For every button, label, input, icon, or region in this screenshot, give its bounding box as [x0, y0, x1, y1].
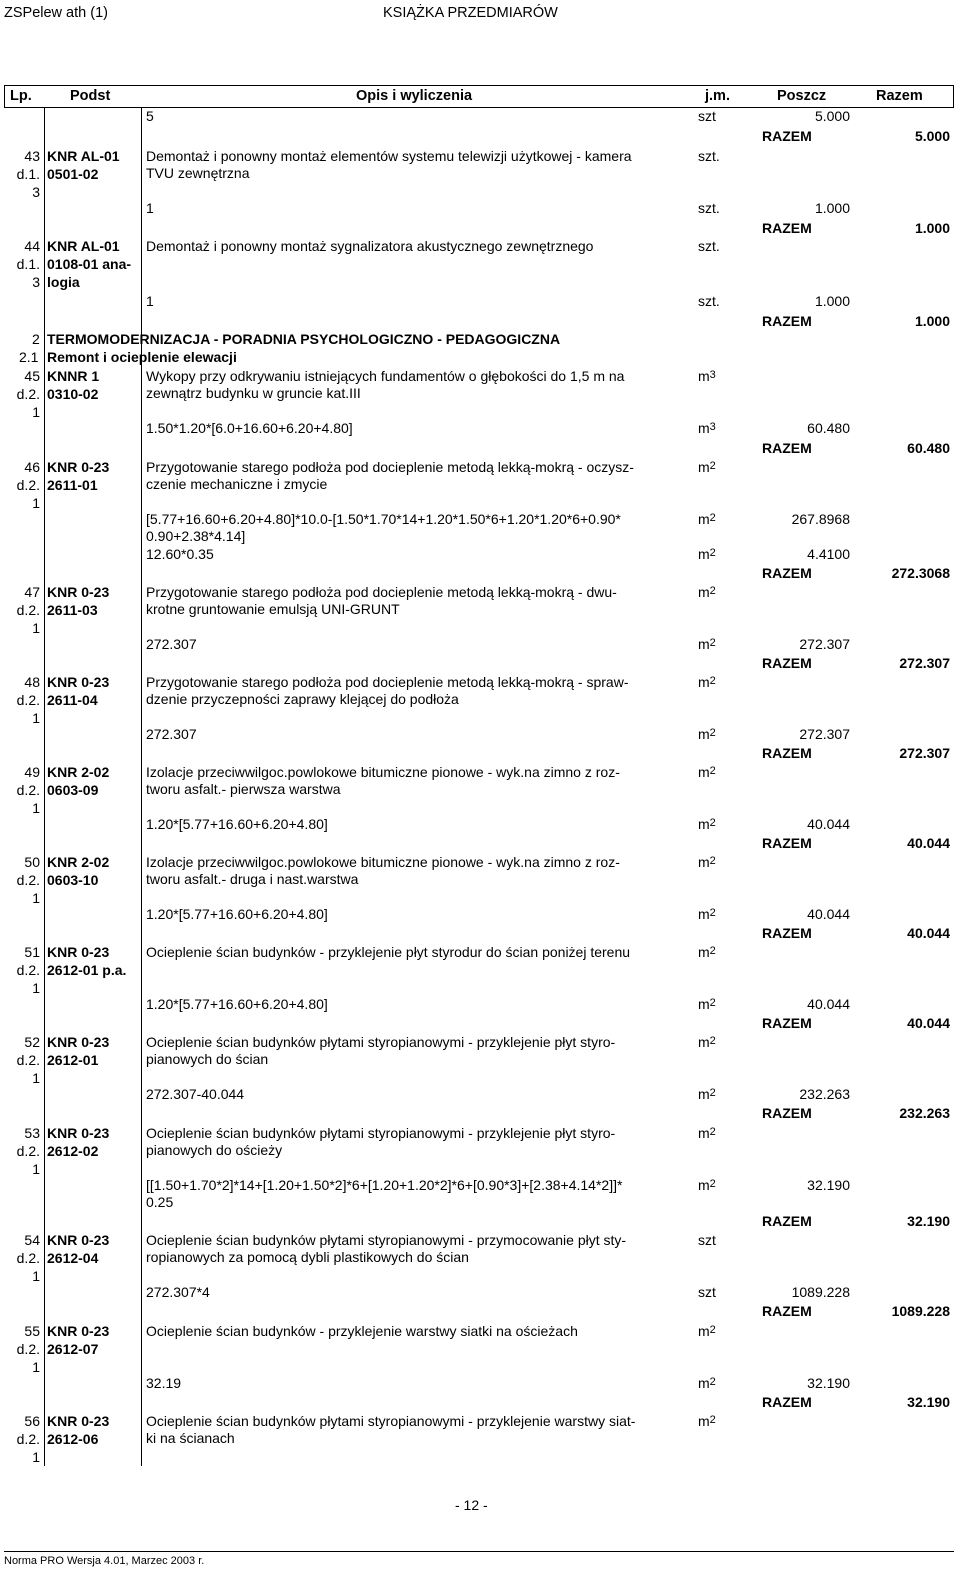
entry-quantity: 1.000	[814, 200, 850, 216]
entry-quantity: 272.307	[799, 726, 850, 742]
entry-podst: 0603-10	[47, 872, 99, 888]
entry-unit: $m^2$	[698, 1086, 716, 1102]
entry-razem-label: RAZEM	[762, 1015, 812, 1031]
entry-lp: 3	[32, 184, 40, 200]
unit-exponent: 2	[709, 727, 716, 739]
entry-unit: $m^2$	[698, 1034, 716, 1050]
entry-lp: 53	[24, 1125, 40, 1141]
entry-description: Ocieplenie ścian budynków płytami styropianowymi - przyklejenie warstwy siat-	[146, 1413, 636, 1429]
entry-unit: $m^2$	[698, 854, 716, 870]
entry-unit: szt	[698, 1232, 716, 1248]
entry-podst: 2612-06	[47, 1431, 99, 1447]
entry-podst: KNR 0-23	[47, 1413, 110, 1429]
col-header-opis: Opis i wyliczenia	[356, 88, 473, 104]
subsection-title: Remont i ocieplenie elewacji	[47, 349, 237, 365]
entry-unit: $m^2$	[698, 459, 716, 475]
entry-podst: KNR 2-02	[47, 854, 110, 870]
entry-description: czenie mechaniczne i zmycie	[146, 476, 328, 492]
unit-exponent: 3	[709, 421, 716, 433]
entry-lp: d.1.	[16, 166, 40, 182]
entry-podst: KNR 2-02	[47, 764, 110, 780]
column-divider-lp	[44, 108, 45, 1466]
entry-description: Ocieplenie ścian budynków płytami styropianowymi - przyklejenie płyt styro-	[146, 1034, 616, 1050]
entry-description: Izolacje przeciwwilgoc.powlokowe bitumiczne pionowe - wyk.na zimno z roz-	[146, 854, 620, 870]
entry-unit: $m^2$	[698, 726, 716, 742]
entry-razem-label: RAZEM	[762, 835, 812, 851]
unit-exponent: 2	[709, 1324, 716, 1336]
entry-description: 272.307*4	[146, 1284, 210, 1300]
table-right-border	[953, 85, 954, 108]
entry-quantity: 60.480	[807, 420, 850, 436]
entry-description: Demontaż i ponowny montaż sygnalizatora akustycznego zewnętrznego	[146, 238, 594, 254]
entry-unit: $m^2$	[698, 584, 716, 600]
entry-lp: 1	[32, 495, 40, 511]
entry-quantity: 1089.228	[791, 1284, 850, 1300]
entry-quantity: 272.307	[799, 636, 850, 652]
entry-lp: 56	[24, 1413, 40, 1429]
unit-exponent: 2	[709, 1414, 716, 1426]
entry-quantity: 232.263	[799, 1086, 850, 1102]
entry-lp: d.2.	[16, 872, 40, 888]
entry-description: 32.19	[146, 1375, 182, 1391]
entry-description: 1	[146, 200, 154, 216]
entry-description: Przygotowanie starego podłoża pod docieplenie metodą lekką-mokrą - spraw-	[146, 674, 629, 690]
entry-razem-value: 1.000	[914, 313, 950, 329]
entry-lp: 1	[32, 620, 40, 636]
entry-lp: d.2.	[16, 1250, 40, 1266]
entry-lp: 49	[24, 764, 40, 780]
col-header-poszcz: Poszcz	[777, 88, 827, 104]
entry-unit: $m^2$	[698, 1323, 716, 1339]
entry-unit: $m^3$	[698, 420, 716, 436]
entry-unit: $m^3$	[698, 368, 716, 384]
col-header-razem: Razem	[876, 88, 923, 104]
entry-unit: $m^2$	[698, 674, 716, 690]
entry-description: tworu asfalt.- druga i nast.warstwa	[146, 871, 359, 887]
entry-podst: 2612-07	[47, 1341, 99, 1357]
entry-lp: 45	[24, 368, 40, 384]
entry-razem-label: RAZEM	[762, 925, 812, 941]
entry-razem-value: 272.307	[899, 655, 950, 671]
entry-razem-label: RAZEM	[762, 1394, 812, 1410]
entry-description: tworu asfalt.- pierwsza warstwa	[146, 781, 341, 797]
entry-lp: 52	[24, 1034, 40, 1050]
entry-unit: $m^2$	[698, 764, 716, 780]
entry-description: Przygotowanie starego podłoża pod docieplenie metodą lekką-mokrą - dwu-	[146, 584, 617, 600]
entry-description: ropianowych za pomocą dybli plastikowych do ścian	[146, 1249, 469, 1265]
entry-description: [[1.50+1.70*2]*14+[1.20+1.50*2]*6+[1.20+1.20*2]*6+[0.90*3]+[2.38+4.14*2]]*	[146, 1177, 623, 1193]
entry-lp: d.2.	[16, 692, 40, 708]
entry-lp: 46	[24, 459, 40, 475]
entry-unit: szt.	[698, 238, 720, 254]
entry-razem-value: 5.000	[914, 128, 950, 144]
entry-unit: $m^2$	[698, 944, 716, 960]
entry-podst: 2612-04	[47, 1250, 99, 1266]
entry-unit: szt.	[698, 200, 720, 216]
entry-lp: 3	[32, 274, 40, 290]
unit-exponent: 2	[709, 855, 716, 867]
document-name: ZSPelew ath (1)	[4, 5, 108, 21]
entry-lp: d.2.	[16, 477, 40, 493]
entry-unit: szt	[698, 1284, 716, 1300]
entry-lp: d.2.	[16, 1052, 40, 1068]
entry-razem-label: RAZEM	[762, 1303, 812, 1319]
entry-description: Ocieplenie ścian budynków - przyklejenie płyt styrodur do ścian poniżej terenu	[146, 944, 631, 960]
entry-lp: d.1.	[16, 256, 40, 272]
entry-lp: 1	[32, 1449, 40, 1465]
entry-lp: d.2.	[16, 602, 40, 618]
entry-lp: 1	[32, 1161, 40, 1177]
section-number: 2	[32, 331, 40, 347]
entry-razem-label: RAZEM	[762, 1213, 812, 1229]
entry-razem-value: 1.000	[914, 220, 950, 236]
entry-description: Ocieplenie ścian budynków - przyklejenie warstwy siatki na ościeżach	[146, 1323, 578, 1339]
entry-lp: 1	[32, 1359, 40, 1375]
unit-exponent: 2	[709, 512, 716, 524]
unit-exponent: 2	[709, 817, 716, 829]
entry-unit: $m^2$	[698, 1125, 716, 1141]
entry-description: 0.90+2.38*4.14]	[146, 528, 246, 544]
unit-exponent: 2	[709, 945, 716, 957]
entry-unit: $m^2$	[698, 1413, 716, 1429]
entry-podst: KNR 0-23	[47, 584, 110, 600]
entry-podst: 2612-02	[47, 1143, 99, 1159]
unit-exponent: 2	[709, 547, 716, 559]
entry-unit: $m^2$	[698, 636, 716, 652]
entry-podst: 2612-01	[47, 1052, 99, 1068]
subsection-number: 2.1	[19, 349, 39, 365]
entry-lp: d.2.	[16, 1341, 40, 1357]
entry-unit: szt.	[698, 293, 720, 309]
entry-description: pianowych do ścian	[146, 1051, 269, 1067]
entry-lp: d.2.	[16, 962, 40, 978]
entry-description: 12.60*0.35	[146, 546, 214, 562]
unit-exponent: 2	[709, 1126, 716, 1138]
entry-razem-label: RAZEM	[762, 440, 812, 456]
entry-podst: KNR 0-23	[47, 1323, 110, 1339]
section-title: TERMOMODERNIZACJA - PORADNIA PSYCHOLOGICZNO - PEDAGOGICZNA	[47, 331, 561, 347]
entry-lp: d.2.	[16, 1431, 40, 1447]
entry-unit: $m^2$	[698, 1375, 716, 1391]
entry-podst: 2612-01 p.a.	[47, 962, 127, 978]
unit-exponent: 2	[709, 1376, 716, 1388]
entry-description: dzenie przyczepności zaprawy klejącej do podłoża	[146, 691, 459, 707]
entry-razem-value: 232.263	[899, 1105, 950, 1121]
entry-lp: 1	[32, 404, 40, 420]
entry-description: Demontaż i ponowny montaż elementów systemu telewizji użytkowej - kamera	[146, 148, 632, 164]
software-footer: Norma PRO Wersja 4.01, Marzec 2003 r.	[4, 1555, 205, 1567]
entry-podst: KNR 0-23	[47, 674, 110, 690]
entry-razem-label: RAZEM	[762, 128, 812, 144]
entry-podst: KNR AL-01	[47, 238, 120, 254]
entry-description: krotne gruntowanie emulsją UNI-GRUNT	[146, 601, 400, 617]
entry-razem-value: 32.190	[907, 1213, 950, 1229]
entry-razem-label: RAZEM	[762, 655, 812, 671]
entry-description: Ocieplenie ścian budynków płytami styropianowymi - przyklejenie płyt styro-	[146, 1125, 616, 1141]
entry-description: Wykopy przy odkrywaniu istniejących fundamentów o głębokości do 1,5 m na	[146, 368, 625, 384]
entry-podst: logia	[47, 274, 80, 290]
document-title: KSIĄŻKA PRZEDMIARÓW	[383, 5, 558, 21]
entry-lp: 54	[24, 1232, 40, 1248]
entry-razem-value: 40.044	[907, 835, 950, 851]
entry-description: 5	[146, 108, 154, 124]
entry-podst: KNNR 1	[47, 368, 100, 384]
entry-razem-value: 1089.228	[891, 1303, 950, 1319]
entry-unit: $m^2$	[698, 996, 716, 1012]
entry-description: zewnątrz budynku w gruncie kat.III	[146, 385, 361, 401]
unit-exponent: 2	[709, 997, 716, 1009]
entry-lp: 1	[32, 980, 40, 996]
footer-rule	[4, 1551, 954, 1552]
entry-description: Izolacje przeciwwilgoc.powlokowe bitumiczne pionowe - wyk.na zimno z roz-	[146, 764, 620, 780]
unit-exponent: 2	[709, 585, 716, 597]
entry-quantity: 4.4100	[807, 546, 850, 562]
entry-description: pianowych do ościeży	[146, 1142, 283, 1158]
entry-unit: szt	[698, 108, 716, 124]
entry-description: 1.20*[5.77+16.60+6.20+4.80]	[146, 996, 328, 1012]
entry-description: 1	[146, 293, 154, 309]
entry-unit: $m^2$	[698, 906, 716, 922]
entry-podst: 0310-02	[47, 386, 99, 402]
entry-lp: d.2.	[16, 386, 40, 402]
entry-unit: szt.	[698, 148, 720, 164]
entry-podst: KNR 0-23	[47, 1232, 110, 1248]
col-header-podst: Podst	[70, 88, 111, 104]
entry-podst: KNR 0-23	[47, 944, 110, 960]
unit-exponent: 2	[709, 1035, 716, 1047]
entry-lp: 44	[24, 238, 40, 254]
entry-lp: 1	[32, 1268, 40, 1284]
entry-lp: 47	[24, 584, 40, 600]
entry-quantity: 1.000	[814, 293, 850, 309]
entry-description: ki na ścianach	[146, 1430, 235, 1446]
entry-lp: 55	[24, 1323, 40, 1339]
entry-podst: 0108-01 ana-	[47, 256, 132, 272]
entry-lp: 43	[24, 148, 40, 164]
entry-podst: KNR AL-01	[47, 148, 120, 164]
unit-exponent: 2	[709, 675, 716, 687]
entry-razem-value: 32.190	[907, 1394, 950, 1410]
unit-exponent: 2	[709, 1087, 716, 1099]
entry-lp: d.2.	[16, 1143, 40, 1159]
entry-razem-label: RAZEM	[762, 1105, 812, 1121]
entry-quantity: 32.190	[807, 1375, 850, 1391]
entry-lp: 50	[24, 854, 40, 870]
entry-razem-value: 40.044	[907, 925, 950, 941]
entry-lp: 48	[24, 674, 40, 690]
entry-description: Ocieplenie ścian budynków płytami styropianowymi - przymocowanie płyt sty-	[146, 1232, 627, 1248]
table-left-border	[4, 85, 5, 108]
entry-quantity: 267.8968	[791, 511, 850, 527]
unit-exponent: 2	[709, 637, 716, 649]
entry-quantity: 32.190	[807, 1177, 850, 1193]
entry-podst: KNR 0-23	[47, 1125, 110, 1141]
entry-lp: 1	[32, 800, 40, 816]
entry-podst: 2611-01	[47, 477, 98, 493]
entry-razem-label: RAZEM	[762, 745, 812, 761]
unit-exponent: 2	[709, 907, 716, 919]
entry-description: Przygotowanie starego podłoża pod docieplenie metodą lekką-mokrą - oczysz-	[146, 459, 634, 475]
entry-podst: 2611-03	[47, 602, 98, 618]
entry-unit: $m^2$	[698, 1177, 716, 1193]
entry-quantity: 40.044	[807, 906, 850, 922]
entry-quantity: 5.000	[814, 108, 850, 124]
entry-description: 1.50*1.20*[6.0+16.60+6.20+4.80]	[146, 420, 353, 436]
entry-description: 1.20*[5.77+16.60+6.20+4.80]	[146, 816, 328, 832]
col-header-lp: Lp.	[10, 88, 32, 104]
entry-podst: 0603-09	[47, 782, 99, 798]
entry-description: 272.307	[146, 636, 197, 652]
entry-razem-value: 60.480	[907, 440, 950, 456]
entry-description: 1.20*[5.77+16.60+6.20+4.80]	[146, 906, 328, 922]
entry-razem-label: RAZEM	[762, 220, 812, 236]
entry-lp: 51	[24, 944, 40, 960]
column-divider-podst	[141, 108, 142, 1466]
entry-unit: $m^2$	[698, 546, 716, 562]
unit-exponent: 2	[709, 1178, 716, 1190]
entry-lp: 1	[32, 890, 40, 906]
entry-razem-value: 40.044	[907, 1015, 950, 1031]
entry-podst: 2611-04	[47, 692, 98, 708]
entry-podst: KNR 0-23	[47, 459, 110, 475]
entry-quantity: 40.044	[807, 816, 850, 832]
entry-razem-value: 272.307	[899, 745, 950, 761]
entry-description: 272.307-40.044	[146, 1086, 245, 1102]
unit-exponent: 2	[709, 460, 716, 472]
entry-description: TVU zewnętrzna	[146, 165, 250, 181]
col-header-jm: j.m.	[705, 88, 730, 104]
entry-lp: 1	[32, 710, 40, 726]
entry-lp: 1	[32, 1070, 40, 1086]
entry-razem-label: RAZEM	[762, 565, 812, 581]
table-top-rule	[4, 85, 954, 86]
entry-unit: $m^2$	[698, 816, 716, 832]
entry-description: 272.307	[146, 726, 197, 742]
unit-exponent: 2	[709, 765, 716, 777]
entry-podst: KNR 0-23	[47, 1034, 110, 1050]
entry-unit: $m^2$	[698, 511, 716, 527]
entry-description: [5.77+16.60+6.20+4.80]*10.0-[1.50*1.70*14+1.20*1.50*6+1.20*1.20*6+0.90*	[146, 511, 621, 527]
entry-lp: d.2.	[16, 782, 40, 798]
entry-razem-label: RAZEM	[762, 313, 812, 329]
unit-exponent: 3	[709, 369, 716, 381]
entry-razem-value: 272.3068	[891, 565, 950, 581]
entry-description: 0.25	[146, 1194, 174, 1210]
entry-podst: 0501-02	[47, 166, 99, 182]
entry-quantity: 40.044	[807, 996, 850, 1012]
page-number: - 12 -	[455, 1497, 488, 1513]
